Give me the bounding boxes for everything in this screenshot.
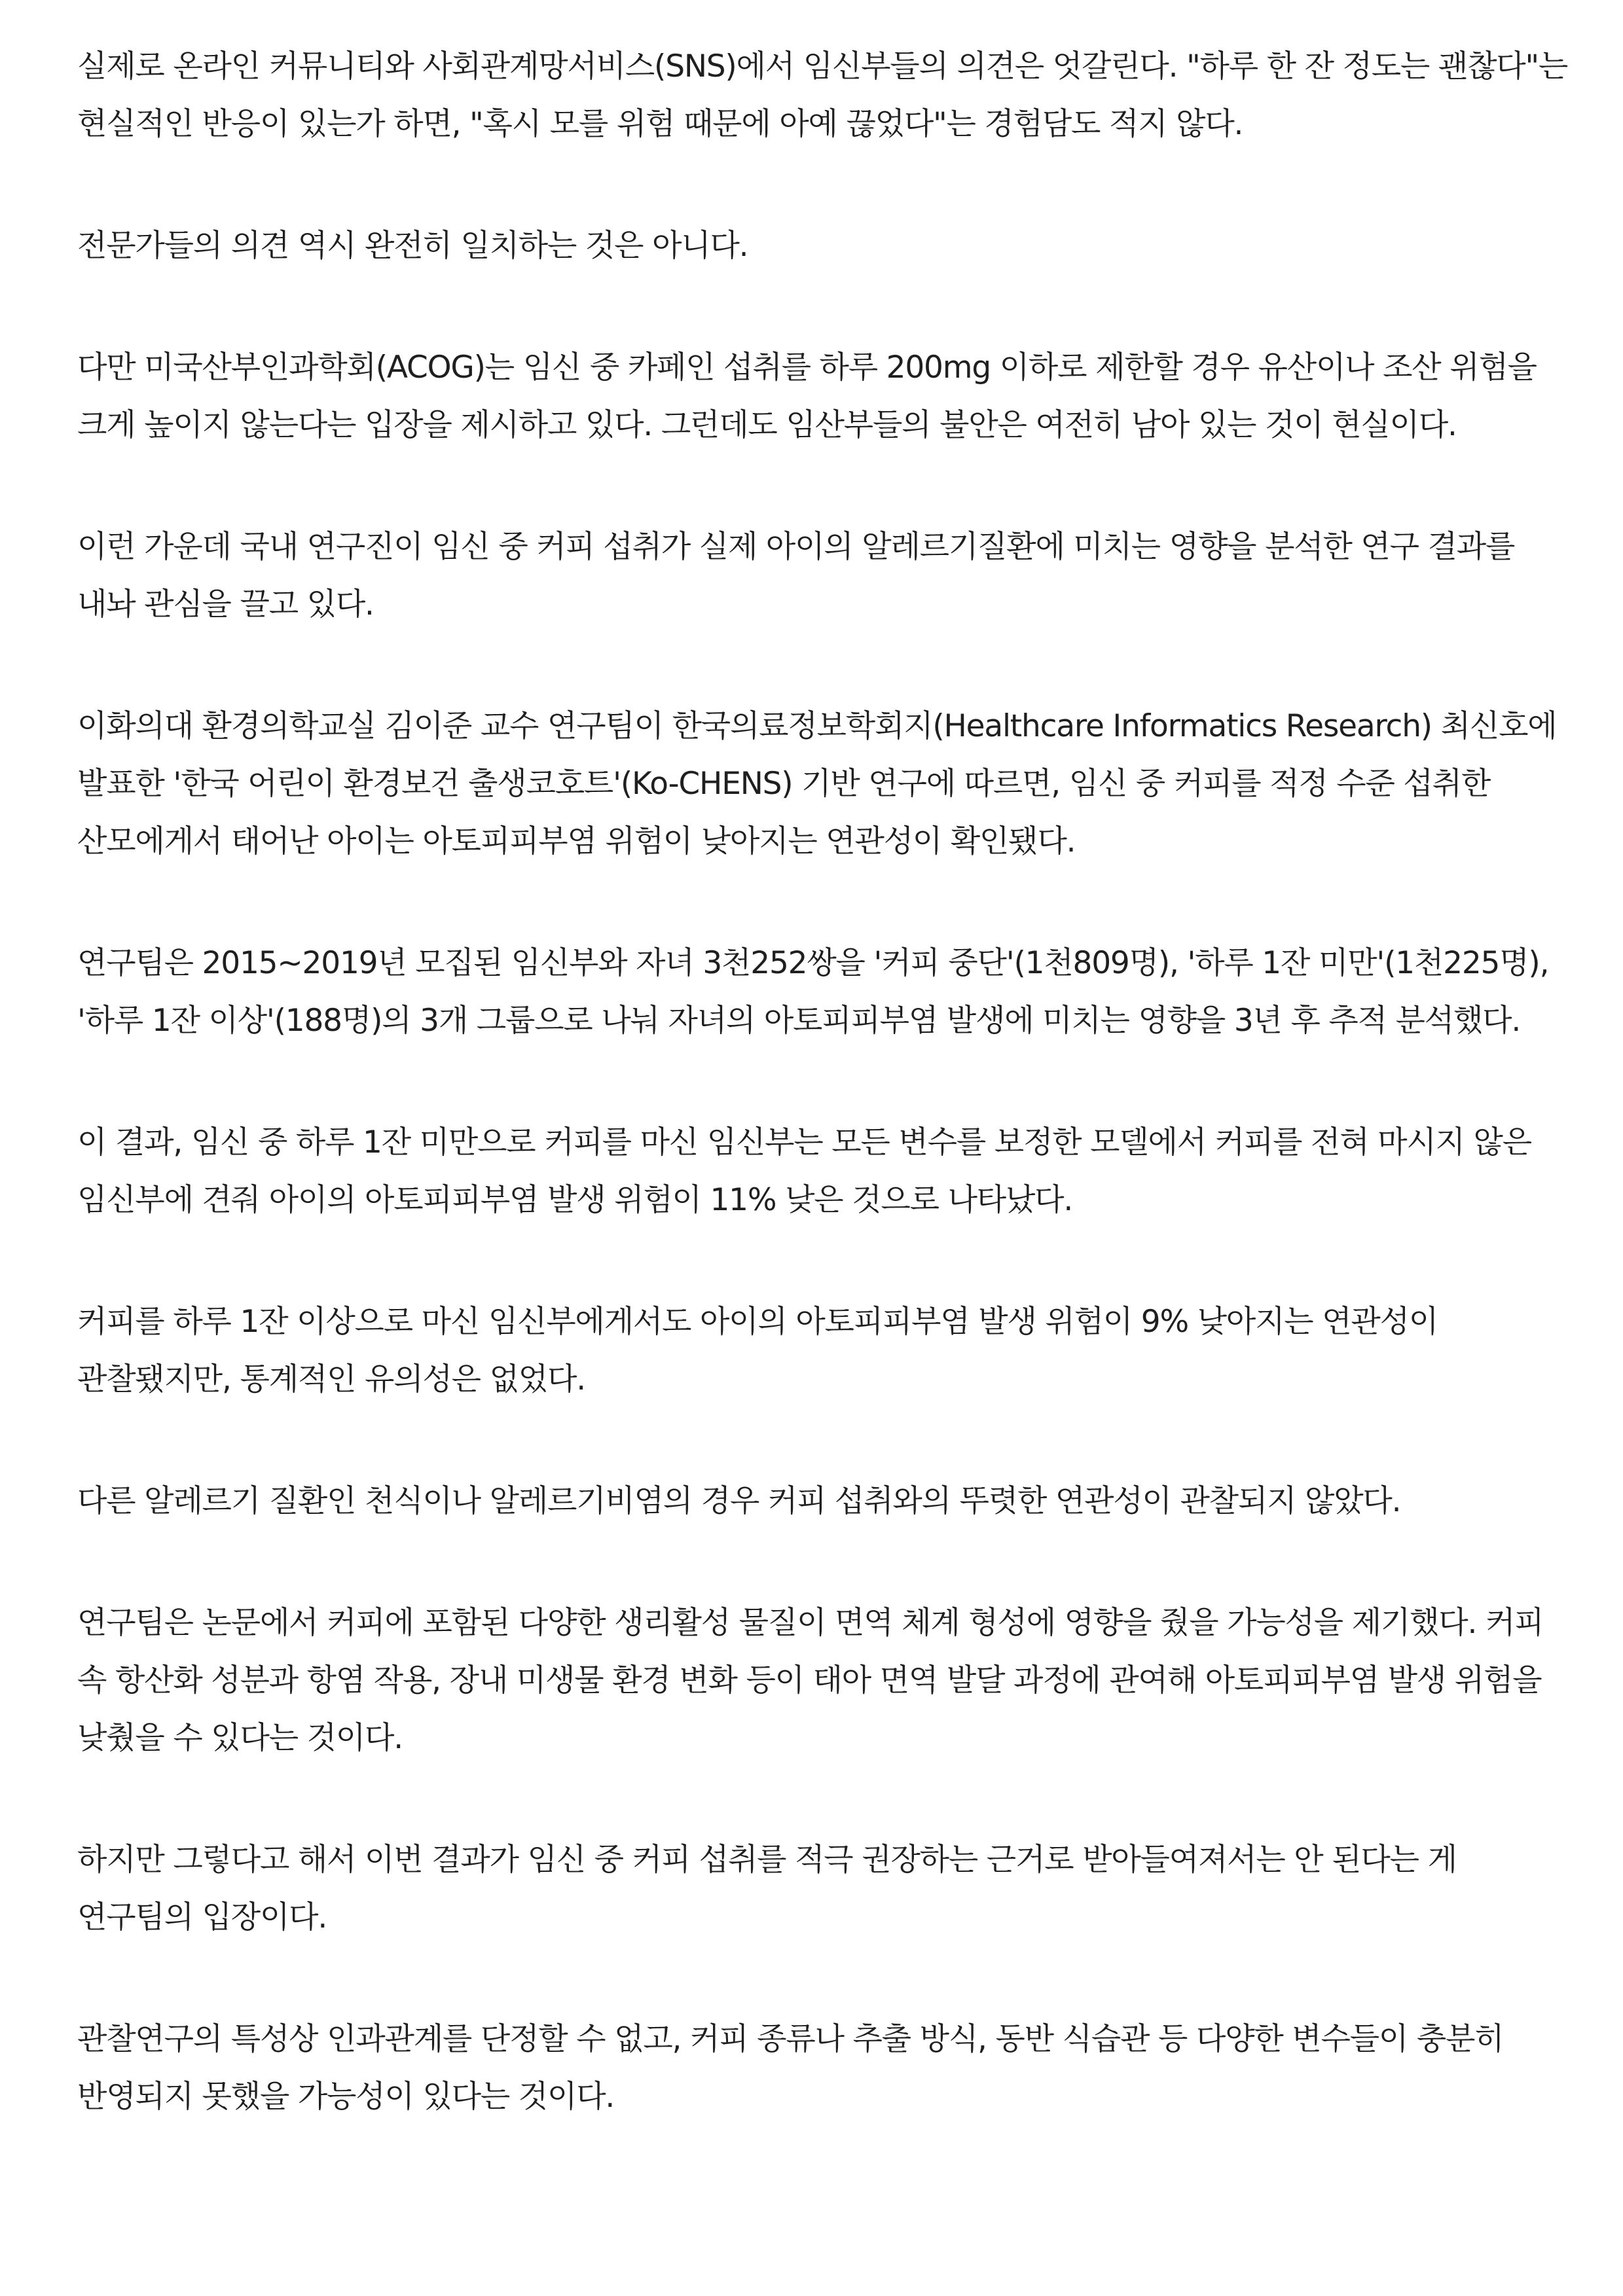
paragraph-limitations: 관찰연구의 특성상 인과관계를 단정할 수 없고, 커피 종류나 추출 방식, 동반 식습관 등 다양한 변수들이 충분히 반영되지 못했을 가능성이 있다는 것이다.: [77, 2021, 1504, 2115]
paragraph-research-intro: 이런 가운데 국내 연구진이 임신 중 커피 섭취가 실제 아이의 알레르기질환에 미치는 영향을 분석한 연구 결과를 내놔 관심을 끌고 있다.: [77, 529, 1515, 622]
paragraph-caution: 하지만 그렇다고 해서 이번 결과가 임신 중 커피 섭취를 적극 권장하는 근거로 받아들여져서는 안 된다는 게 연구팀의 입장이다.: [77, 1842, 1457, 1935]
paragraph-sns-opinions: 실제로 온라인 커뮤니티와 사회관계망서비스(SNS)에서 임신부들의 의견은 엇갈린다. "하루 한 잔 정도는 괜찮다"는 현실적인 반응이 있는가 하면, "혹시 모를 위험 때문에 아예 끊었다"는 경험담도 적지 않다.: [77, 48, 1568, 142]
paragraph-acog-position: 다만 미국산부인과학회(ACOG)는 임신 중 카페인 섭취를 하루 200mg 이하로 제한할 경우 유산이나 조산 위험을 크게 높이지 않는다는 입장을 제시하고 있다. 그런데도 임산부들의 불안은 여전히 남아 있는 것이 현실이다.: [77, 350, 1537, 443]
paragraph-study-source: 이화의대 환경의학교실 김이준 교수 연구팀이 한국의료정보학회지(Healthcare Informatics Research) 최신호에 발표한 '한국 어린이 환경보건 출생코호트'(Ko-CHENS) 기반 연구에 따르면, 임신 중 커피를 적정 수준 섭취한 산모에게서 태어난 아이는 아토피피부염 위험이 낮아지는 연관성이 확인됐다.: [77, 708, 1557, 859]
paragraph-other-allergies: 다른 알레르기 질환인 천식이나 알레르기비염의 경우 커피 섭취와의 뚜렷한 연관성이 관찰되지 않았다.: [77, 1483, 1401, 1519]
paragraph-expert-opinions: 전문가들의 의견 역시 완전히 일치하는 것은 아니다.: [77, 228, 748, 264]
paragraph-result-high-intake: 커피를 하루 1잔 이상으로 마신 임신부에게서도 아이의 아토피피부염 발생 위험이 9% 낮아지는 연관성이 관찰됐지만, 통계적인 유의성은 없었다.: [77, 1304, 1438, 1397]
paragraph-result-low-intake: 이 결과, 임신 중 하루 1잔 미만으로 커피를 마신 임신부는 모든 변수를 보정한 모델에서 커피를 전혀 마시지 않은 임신부에 견줘 아이의 아토피피부염 발생 위험이 11% 낮은 것으로 나타났다.: [77, 1124, 1531, 1218]
paragraph-study-groups: 연구팀은 2015~2019년 모집된 임신부와 자녀 3천252쌍을 '커피 중단'(1천809명), '하루 1잔 미만'(1천225명), '하루 1잔 이상'(188명)의 3개 그룹으로 나눠 자녀의 아토피피부염 발생에 미치는 영향을 3년 후 추적 분석했다.: [77, 945, 1549, 1039]
article-body: [77, 38, 1570, 2126]
paragraph-mechanism: 연구팀은 논문에서 커피에 포함된 다양한 생리활성 물질이 면역 체계 형성에 영향을 줬을 가능성을 제기했다. 커피 속 항산화 성분과 항염 작용, 장내 미생물 환경 변화 등이 태아 면역 발달 과정에 관여해 아토피피부염 발생 위험을 낮췄을 수 있다는 것이다.: [77, 1605, 1544, 1756]
